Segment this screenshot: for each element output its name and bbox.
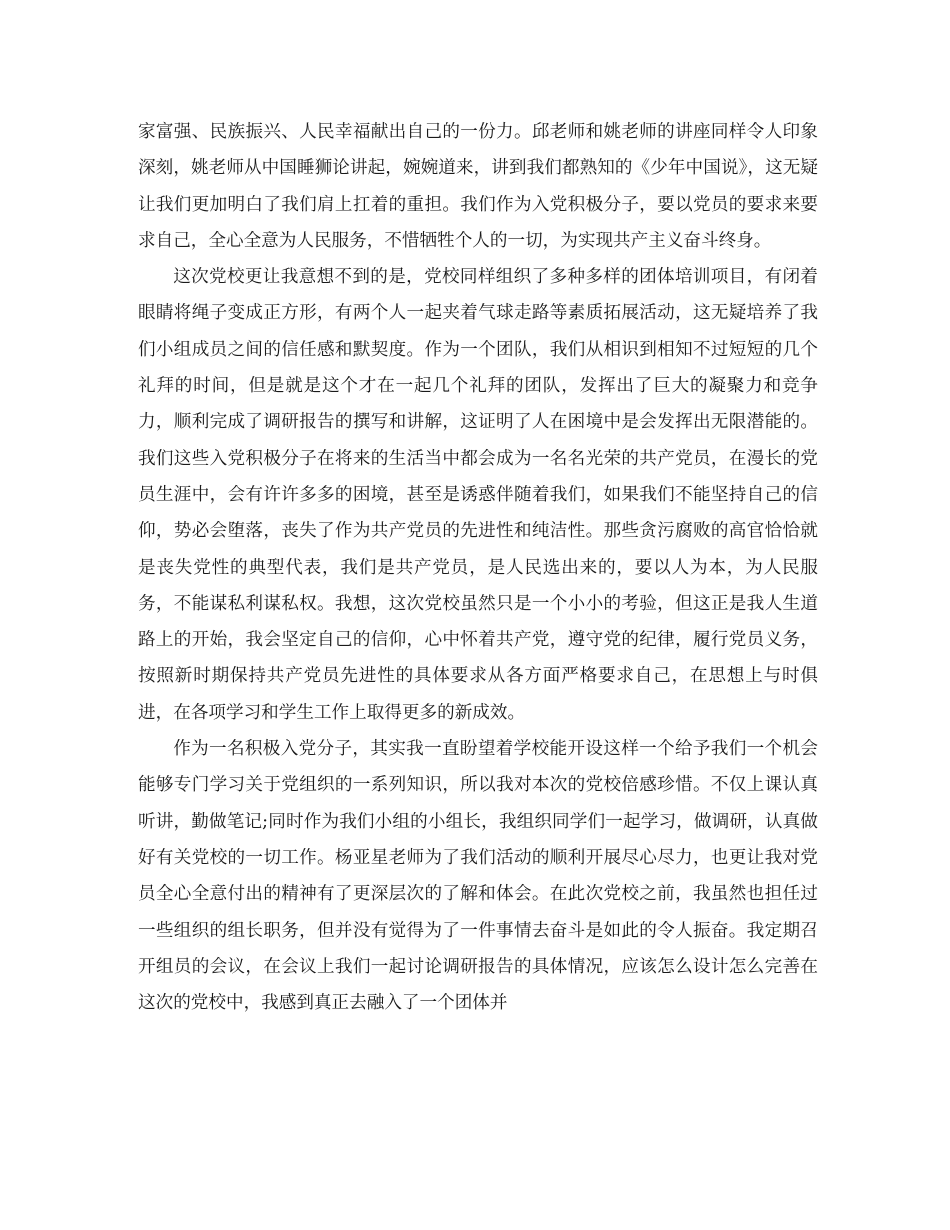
paragraph-1: 家富强、民族振兴、人民幸福献出自己的一份力。邱老师和姚老师的讲座同样令人印象深刻，姚老师从中国睡狮论讲起，婉婉道来，讲到我们都熟知的《少年中国说》，这无疑让我们更加明白了我们肩上扛着的重担。我们作为入党积极分子，要以党员的要求来要求自己，全心全意为人民服务，不惜牺牲个人的一切，为实现共产主义奋斗终身。	[138, 122, 818, 251]
paragraph-3: 作为一名积极入党分子，其实我一直盼望着学校能开设这样一个给予我们一个机会能够专门学习关于党组织的一系列知识，所以我对本次的党校倍感珍惜。不仅上课认真听讲，勤做笔记;同时作为我们小组的小组长，我组织同学们一起学习，做调研，认真做好有关党校的一切工作。杨亚星老师为了我们活动的顺利开展尽心尽力，也更让我对党员全心全意付出的精神有了更深层次的了解和体会。在此次党校之前，我虽然也担任过一些组织的组长职务，但并没有觉得为了一件事情去奋斗是如此的令人振奋。我定期召开组员的会议，在会议上我们一起讨论调研报告的具体情况，应该怎么设计怎么完善在这次的党校中，我感到真正去融入了一个团体并	[138, 739, 818, 1014]
paragraph-2: 这次党校更让我意想不到的是，党校同样组织了多种多样的团体培训项目，有闭着眼睛将绳子变成正方形，有两个人一起夹着气球走路等素质拓展活动，这无疑培养了我们小组成员之间的信任感和默契度。作为一个团队，我们从相识到相知不过短短的几个礼拜的时间，但是就是这个才在一起几个礼拜的团队，发挥出了巨大的凝聚力和竞争力，顺利完成了调研报告的撰写和讲解，这证明了人在困境中是会发挥出无限潜能的。我们这些入党积极分子在将来的生活当中都会成为一名名光荣的共产党员，在漫长的党员生涯中，会有许许多多的困境，甚至是诱惑伴随着我们，如果我们不能坚持自己的信仰，势必会堕落，丧失了作为共产党员的先进性和纯洁性。那些贪污腐败的高官恰恰就是丧失党性的典型代表，我们是共产党员，是人民选出来的，要以人为本，为人民服务，不能谋私利谋私权。我想，这次党校虽然只是一个小小的考验，但这正是我人生道路上的开始，我会坚定自己的信仰，心中怀着共产党，遵守党的纪律，履行党员义务，按照新时期保持共产党员先进性的具体要求从各方面严格要求自己，在思想上与时俱进，在各项学习和学生工作上取得更多的新成效。	[138, 267, 818, 723]
document-body	[138, 114, 818, 1021]
